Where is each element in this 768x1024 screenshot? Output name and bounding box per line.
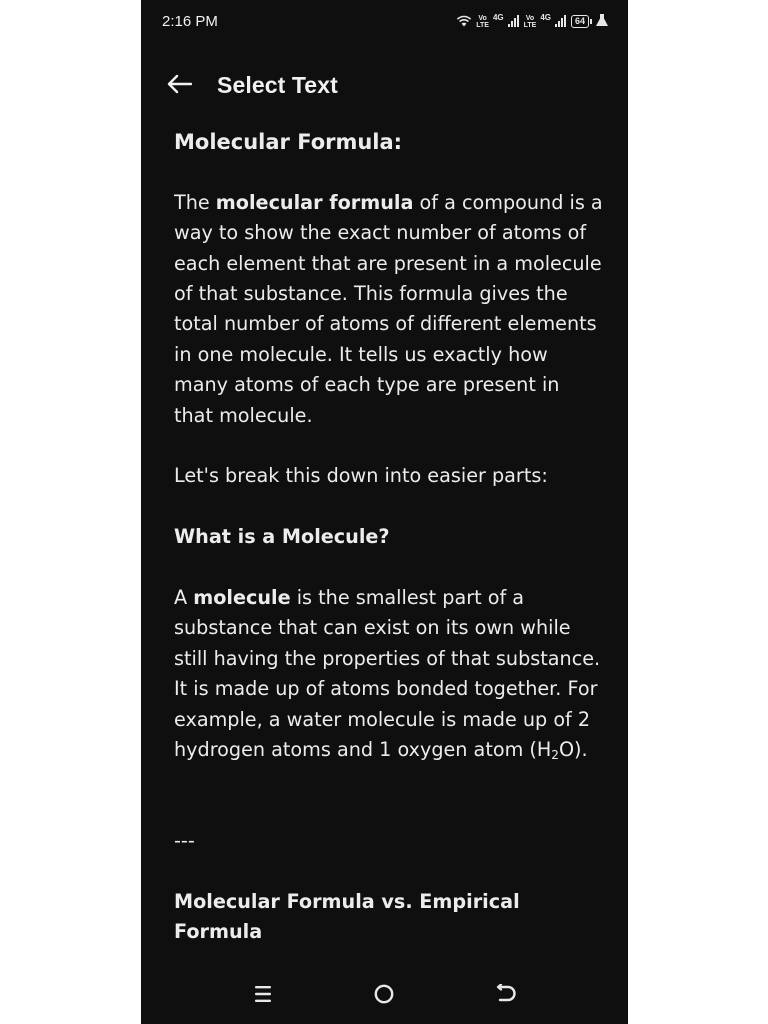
volte-bottom: LTE bbox=[523, 21, 537, 29]
volte-badge bbox=[524, 15, 537, 29]
heading-molecular-formula: Molecular Formula: bbox=[174, 130, 403, 154]
signal-icon bbox=[555, 12, 567, 31]
heading-what-is-molecule: What is a Molecule? bbox=[174, 525, 390, 549]
home-button[interactable] bbox=[368, 980, 400, 1012]
volte-top: Vo bbox=[478, 14, 487, 22]
text-segment: A bbox=[174, 586, 194, 610]
volte-badge bbox=[476, 15, 489, 29]
divider-text: --- bbox=[174, 829, 195, 853]
signal-icon bbox=[508, 12, 520, 31]
volte-top: Vo bbox=[525, 14, 535, 22]
selectable-text-content[interactable] bbox=[174, 124, 604, 959]
subscript: 2 bbox=[551, 748, 559, 763]
battery-level: 64 bbox=[571, 15, 589, 28]
back-button[interactable] bbox=[161, 70, 197, 102]
recent-apps-button[interactable] bbox=[247, 980, 279, 1012]
home-icon bbox=[373, 983, 395, 1009]
network-type: 4G bbox=[492, 13, 504, 22]
text-segment: The bbox=[174, 190, 216, 214]
notification-icon bbox=[596, 12, 608, 31]
battery-icon bbox=[571, 15, 592, 28]
paragraph-definition bbox=[174, 188, 604, 431]
bold-term: molecule bbox=[193, 586, 291, 610]
bold-term: molecular formula bbox=[215, 190, 414, 214]
text-segment: is the smallest part of a substance that can exist on its own while still having the properties of that substance. It is made up of atoms bonded together. For example, a water molecule is made up of 2 hydrogen atoms and 1 oxygen atom (H bbox=[174, 586, 601, 762]
paragraph-molecule bbox=[174, 583, 604, 765]
menu-icon bbox=[253, 985, 273, 1007]
heading-molecular-vs-empirical: Molecular Formula vs. Empirical Formula bbox=[174, 890, 520, 944]
battery-tip bbox=[590, 19, 592, 24]
status-bar bbox=[141, 0, 628, 46]
network-type: 4G bbox=[540, 13, 551, 22]
text-segment: of a compound is a way to show the exact number of atoms of each element that are present in a molecule of that substance. This formula gives the total number of atoms of different elements in one molecule. It tells us exactly how many atoms of each type are present in that molecule. bbox=[174, 190, 603, 427]
status-icons bbox=[456, 12, 608, 31]
arrow-left-icon bbox=[166, 74, 192, 98]
paragraph-intro: Let's break this down into easier parts: bbox=[174, 464, 548, 488]
text-segment: O). bbox=[558, 738, 588, 762]
system-back-button[interactable] bbox=[490, 980, 522, 1012]
phone-screen bbox=[141, 0, 628, 1024]
status-time: 2:16 PM bbox=[162, 13, 218, 30]
wifi-icon bbox=[456, 12, 472, 31]
navigation-bar bbox=[141, 964, 628, 1024]
back-icon bbox=[495, 984, 517, 1008]
app-bar bbox=[141, 58, 628, 114]
volte-bottom: LTE bbox=[476, 21, 489, 29]
page-title: Select Text bbox=[217, 72, 338, 98]
